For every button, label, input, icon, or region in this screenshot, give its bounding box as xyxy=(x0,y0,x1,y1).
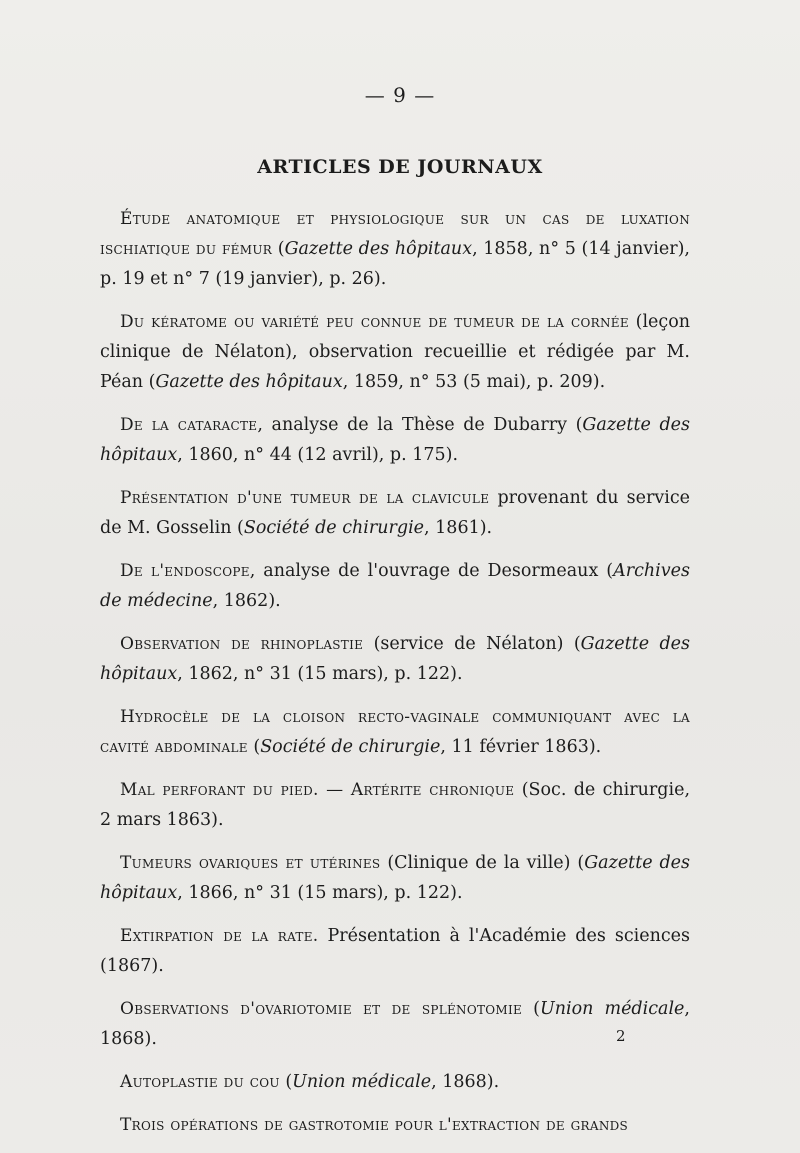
entry-journal: Gazette des hôpitaux xyxy=(100,634,690,684)
entry-text: (Soc. de chirurgie, 2 mars 1863). xyxy=(100,780,691,830)
entry-title: Présentation d'une tumeur de la clavicule xyxy=(120,488,490,508)
entry-journal: Union médicale xyxy=(540,999,685,1019)
entry-title: Autoplastie du cou xyxy=(120,1072,280,1092)
entry-text: provenant du service de M. Gosselin ( xyxy=(100,488,691,538)
entry-text: ( xyxy=(272,239,285,259)
entry-title: Du kératome ou variété peu connue de tumeur de la cornée xyxy=(120,312,629,332)
entry-journal: Archives de médecine xyxy=(100,561,690,611)
article-entry xyxy=(100,483,690,543)
entry-title: Mal perforant du pied. — Artérite chronique xyxy=(120,780,515,800)
entry-title: Trois opérations de gastrotomie pour l'extraction de grands xyxy=(120,1115,629,1135)
entry-text: (Clinique de la ville) ( xyxy=(380,853,585,873)
article-entry xyxy=(100,629,690,689)
article-entry xyxy=(100,307,690,397)
entry-text: (leçon clinique de Nélaton), observation recueillie et rédigée par M. Péan ( xyxy=(100,312,691,392)
entry-journal: Gazette des hôpitaux xyxy=(100,853,691,903)
article-entry xyxy=(100,204,690,294)
entry-citation: , 1858, n° 5 (14 janvier), p. 19 et n° 7 (19 janvier), p. 26). xyxy=(100,239,690,289)
page-number: — 9 — xyxy=(364,83,436,107)
entry-text: ( xyxy=(279,1072,293,1092)
entry-title: Tumeurs ovariques et utérines xyxy=(120,853,381,873)
entry-citation: , 1862, n° 31 (15 mars), p. 122). xyxy=(177,664,463,684)
article-entry xyxy=(100,775,690,835)
entry-journal: Gazette des hôpitaux xyxy=(284,239,473,259)
entry-citation: , 1860, n° 44 (12 avril), p. 175). xyxy=(177,445,459,465)
entry-journal: Société de chirurgie xyxy=(243,518,425,538)
article-entry xyxy=(100,921,690,981)
entry-citation: , 11 février 1863). xyxy=(440,737,602,757)
entry-title: Extirpation de la rate. xyxy=(120,926,319,946)
entry-journal: Gazette des hôpitaux xyxy=(155,372,343,392)
entry-journal: Société de chirurgie xyxy=(260,737,441,757)
entry-title: Observations d'ovariotomie et de splénotomie xyxy=(120,999,523,1019)
entry-text: , analyse de la Thèse de Dubarry ( xyxy=(257,415,583,435)
entry-citation: , 1862). xyxy=(212,591,281,611)
entry-title: De la cataracte xyxy=(120,415,258,435)
article-entry xyxy=(100,848,690,908)
article-entry xyxy=(100,556,690,616)
entry-text: , analyse de l'ouvrage de Desormeaux ( xyxy=(249,561,614,581)
entry-text: Présentation à l'Académie des sciences (1867). xyxy=(100,926,690,976)
entry-text: (service de Nélaton) ( xyxy=(363,634,581,654)
entry-citation: , 1861). xyxy=(424,518,493,538)
entry-text: ( xyxy=(247,737,261,757)
entry-title: Observation de rhinoplastie xyxy=(120,634,364,654)
entry-citation: , 1868). xyxy=(431,1072,500,1092)
entry-title: Hydrocèle de la cloison recto-vaginale communiquant avec la cavité abdominale xyxy=(100,707,690,757)
entry-citation: , 1868). xyxy=(100,999,690,1049)
entry-journal: Union médicale xyxy=(292,1072,432,1092)
entry-citation: , 1866, n° 31 (15 mars), p. 122). xyxy=(177,883,463,903)
entry-citation: , 1859, n° 53 (5 mai), p. 209). xyxy=(342,372,606,392)
section-heading: ARTICLES DE JOURNAUX xyxy=(257,156,543,178)
article-entry xyxy=(100,1110,690,1140)
article-entry xyxy=(100,410,690,470)
entry-title: Étude anatomique et physiologique sur un cas de luxation ischiatique du fémur xyxy=(100,209,690,259)
article-entry xyxy=(100,994,690,1054)
printer-signature: 2 xyxy=(616,1027,626,1045)
entry-journal: Gazette des hôpitaux xyxy=(100,415,691,465)
entry-text: ( xyxy=(522,999,540,1019)
article-list xyxy=(100,204,690,1153)
article-entry xyxy=(100,1067,690,1097)
entry-title: De l'endoscope xyxy=(120,561,250,581)
article-entry xyxy=(100,702,690,762)
